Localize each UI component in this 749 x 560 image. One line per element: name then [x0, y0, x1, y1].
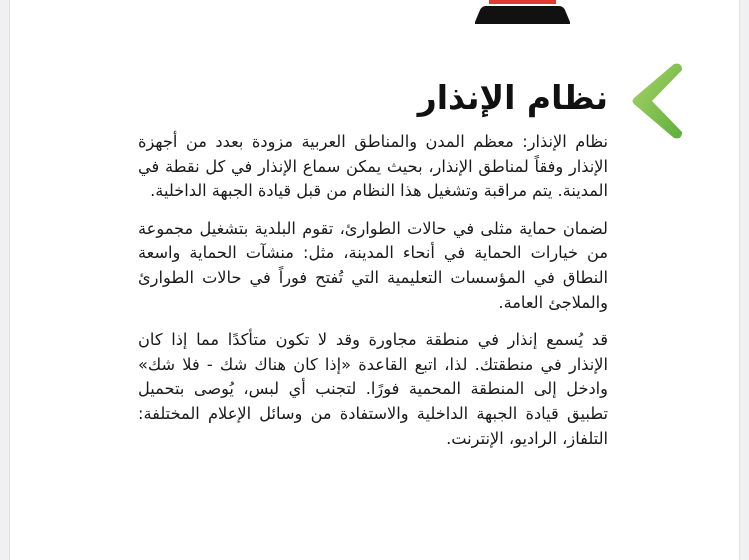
paragraph-protection-options: لضمان حماية مثلى في حالات الطوارئ، تقوم البلدية بتشغيل مجموعة من خيارات الحماية في أنحاء المدينة، مثل: منشآت الحماية واسعة النطاق في المؤسسات التعليمية التي تُفتح فوراً في حالات الطوارئ والملاجئ العامة. [138, 218, 608, 312]
paragraph-warning-system: نظام الإنذار: معظم المدن والمناطق العربية مزودة بعدد من أجهزة الإنذار وفقاً لمناطق الإنذار، بحيث يمكن سماع الإنذار في كل نقطة في المدينة. يتم مراقبة وتشغيل هذا النظام من قبل قيادة الجبهة الداخلية. [138, 132, 608, 201]
section-body [138, 130, 608, 464]
page-margin-left [0, 0, 10, 560]
page-margin-right [739, 0, 749, 560]
section-title: نظام الإنذار [417, 78, 608, 117]
chevron-left-icon [630, 62, 686, 140]
paragraph-doubt-rule: قد يُسمع إنذار في منطقة مجاورة وقد لا تكون متأكدًا مما إذا كان الإنذار في منطقتك. لذا، اتبع القاعدة «إذا كان هناك شك - فلا شك» وادخل إلى المنطقة المحمية فورًا. لتجنب أي لبس، يُوصى بتحميل تطبيق قيادة الجبهة الداخلية والاستفادة من وسائل الإعلام المختلفة: التلفاز، الراديو، الإنترنت. [138, 330, 608, 448]
alarm-siren-icon [474, 0, 571, 24]
